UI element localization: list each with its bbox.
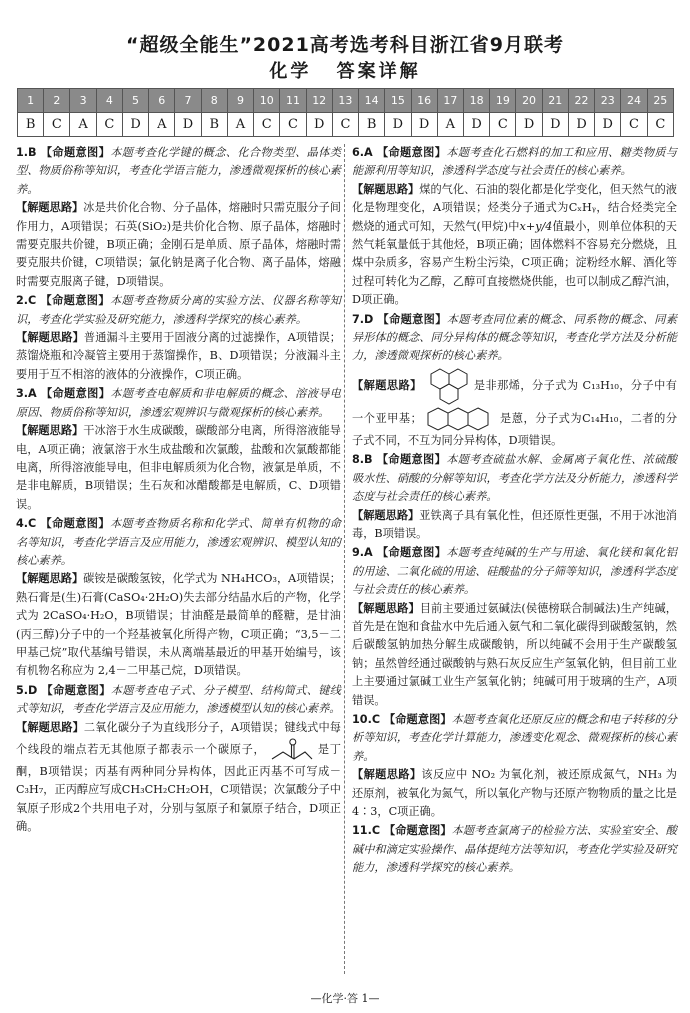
- q2-intent: 本题考查物质分离的实验方法、仪器名称等知识，考查化学实验及研究能力，渗透科学探究的核心素养。: [16, 294, 341, 326]
- answer-value-cell: C: [490, 113, 516, 137]
- q6-thought-a: 煤的气化、石油的裂化都是化学变化，但天然气的液化是物理变化，A项错误；烃类分子通式为CₓHᵧ，结合烃类完全燃烧的通式可知，天然气(甲烷)中: [352, 182, 677, 233]
- question-8: [352, 451, 677, 543]
- answer-value-cell: B: [18, 113, 44, 137]
- q1-intent: 本题考查化学键的概念、化合物类型、晶体类型、物质俗称等知识，考查化学语言能力，渗透微观探析的核心素养。: [16, 146, 341, 196]
- q4-thought: 碳铵是碳酸氢铵，化学式为 NH₄HCO₃，A项错误；熟石膏是(生)石膏(CaSO₄·2H₂O)失去部分结晶水后的产物，化学式为 2CaSO₄·H₂O，B项错误；甘油醛是最简单的醛糖，是甘油(丙三醇)分子中的一个羟基被氧化所得产物，C项正确；“3,5－二甲基己烷”取代基编号错误，未从离端基最近的甲基开始编号，该有机物名称应为 2,4－二甲基己烷，D项错误。: [16, 572, 341, 678]
- page-footer: —化学·答 1—: [310, 992, 380, 1005]
- q10-thought-label: 【解题思路】: [352, 768, 422, 782]
- q7-intent: 本题考查同位素的概念、同系物的概念、同素异形体的概念、同分异构体的概念等知识，考查化学方法及分析能力，渗透微观探析的核心素养。: [352, 312, 677, 363]
- q9-head: 9.A 【命题意图】: [352, 546, 447, 560]
- doc-label: 答案详解: [336, 61, 421, 82]
- question-11: [352, 822, 677, 877]
- answer-number-cell: 18: [463, 89, 489, 113]
- butanone-structure-icon: [270, 737, 314, 763]
- right-column: [352, 144, 677, 879]
- q3-thought: 干冰溶于水生成碳酸，碳酸部分电离，所得溶液能导电，A项正确；液氯溶于水生成盐酸和次氯酸，盐酸和次氯酸都能电离，所得溶液能导电，但非电解质须为化合物，液氯是单质，不是非电解质，B项错误；生石灰和冰醋酸都是电解质，C、D项错误。: [16, 424, 341, 511]
- left-column: [16, 144, 341, 838]
- answer-number-cell: 3: [70, 89, 96, 113]
- answer-number-cell: 19: [490, 89, 516, 113]
- answer-number-cell: 13: [332, 89, 358, 113]
- answer-number-cell: 14: [359, 89, 385, 113]
- answer-number-cell: 9: [227, 89, 253, 113]
- answer-value-cell: D: [306, 113, 332, 137]
- answer-number-cell: 5: [122, 89, 148, 113]
- q7-thought-label: 【解题思路】: [352, 378, 422, 392]
- question-1: [16, 144, 341, 291]
- question-3: [16, 385, 341, 514]
- answer-value-cell: D: [175, 113, 201, 137]
- q5-intent: 本题考查电子式、分子模型、结构简式、键线式等知识，考查化学语言及应用能力，渗透模型认知的核心素养。: [16, 683, 341, 716]
- q7-head: 7.D 【命题意图】: [352, 312, 447, 326]
- answer-value-cell: B: [201, 113, 227, 137]
- answer-value-cell: D: [516, 113, 542, 137]
- answer-number-row: [18, 89, 674, 113]
- q4-intent: 本题考查物质名称和化学式、简单有机物的命名等知识，考查化学语言及应用能力，渗透宏观辨识、模型认知的核心素养。: [16, 517, 341, 567]
- answer-number-cell: 6: [149, 89, 175, 113]
- q1-thought-label: 【解题思路】: [16, 201, 84, 215]
- answer-value-cell: A: [149, 113, 175, 137]
- answer-value-cell: D: [463, 113, 489, 137]
- q2-head: 2.C 【命题意图】: [16, 294, 110, 308]
- q3-thought-label: 【解题思路】: [16, 424, 84, 438]
- answer-number-cell: 20: [516, 89, 542, 113]
- question-2: [16, 292, 341, 384]
- page-subtitle: [0, 57, 690, 83]
- q8-head: 8.B 【命题意图】: [352, 453, 447, 467]
- q6-head: 6.A 【命题意图】: [352, 146, 447, 159]
- question-4: [16, 515, 341, 681]
- answer-value-cell: D: [568, 113, 594, 137]
- answer-number-cell: 21: [542, 89, 568, 113]
- q4-thought-label: 【解题思路】: [16, 572, 84, 586]
- q3-intent: 本题考查电解质和非电解质的概念、溶液导电原因、物质俗称等知识，渗透宏观辨识与微观探析的核心素养。: [16, 387, 341, 419]
- q1-thought: 冰是共价化合物、分子晶体，熔融时只需克服分子间作用力，A项错误；石英(SiO₂)是共价化合物、原子晶体，熔融时需要克服共价键，B项正确；金刚石是单质、原子晶体，熔融时需要克服共价键，C项错误；氯化钠是离子化合物、离子晶体，熔融时需要克服离子键，D项错误。: [16, 201, 341, 288]
- q8-intent: 本题考查硫盐水解、金属离子氧化性、浓硫酸吸水性、硝酸的分解等知识，考查化学方法及分析能力，渗透科学态度与社会责任的核心素养。: [352, 453, 677, 504]
- question-6: [352, 144, 677, 310]
- q8-thought-label: 【解题思路】: [352, 508, 420, 522]
- answer-value-cell: C: [647, 113, 673, 137]
- answer-number-cell: 10: [254, 89, 280, 113]
- answer-value-row: [18, 113, 674, 137]
- answer-number-cell: 12: [306, 89, 332, 113]
- answer-value-cell: C: [621, 113, 647, 137]
- q6-thought-b: 值最小，则单位体积的天然气耗氧量低于其他烃，B项正确；固体燃料不容易充分燃烧，且煤中杂质多，容易产生粉尘污染，C项正确；淀粉经水解、酒化等过程可转化为乙醇，乙醇可直接燃烧供能，也可以制成乙醇汽油，D项正确。: [352, 219, 677, 307]
- q11-head: 11.C 【命题意图】: [352, 824, 452, 838]
- answer-number-cell: 7: [175, 89, 201, 113]
- answer-number-cell: 11: [280, 89, 306, 113]
- answer-number-cell: 15: [385, 89, 411, 113]
- q9-intent: 本题考查纯碱的生产与用途、氧化镁和氧化铝的用途、二氧化硫的用途、硅酸盐的分子筛等知识，渗透科学态度与社会责任的核心素养。: [352, 546, 677, 597]
- answer-value-cell: A: [437, 113, 463, 137]
- answer-value-cell: C: [96, 113, 122, 137]
- answer-number-cell: 25: [647, 89, 673, 113]
- q10-intent: 本题考查氧化还原反应的概念和电子转移的分析等知识，考查化学计算能力，渗透变化观念、微观探析的核心素养。: [352, 712, 677, 763]
- q7-thought-b: 是蒽，分子式为C₁₄H₁₀，二者的分子式不同，不互为同分异构体，D项错误。: [352, 411, 678, 447]
- answer-value-cell: C: [280, 113, 306, 137]
- q5-head: 5.D 【命题意图】: [16, 683, 111, 697]
- q4-head: 4.C 【命题意图】: [16, 517, 110, 531]
- q5-thought-a: 二氧化碳分子为直线形分子，A项错误；键线式中每个线段的端点若无其他原子都表示一个碳原子，: [16, 720, 341, 756]
- answer-value-cell: B: [359, 113, 385, 137]
- answer-value-cell: D: [385, 113, 411, 137]
- answer-number-cell: 4: [96, 89, 122, 113]
- q6-thought-label: 【解题思路】: [352, 182, 420, 196]
- answer-value-cell: D: [122, 113, 148, 137]
- answer-value-cell: D: [595, 113, 621, 137]
- subject-label: 化学: [269, 61, 312, 82]
- answer-number-cell: 17: [437, 89, 463, 113]
- phenalene-structure-icon: [426, 366, 470, 406]
- answer-value-cell: D: [542, 113, 568, 137]
- q9-thought: 目前主要通过氨碱法(侯德榜联合制碱法)生产纯碱，首先是在饱和食盐水中先后通入氨气和二氧化碳得到碳酸氢钠，然后碳酸氢钠加热分解生成碳酸钠，所以纯碱不会用于生产碳酸氢钠；虽然曾经通过碳酸钠与熟石灰反应生产氢氧化钠，但目前工业上主要通过氯碱工业生产氢氧化钠；纯碱可用于玻璃的生产，A项错误。: [352, 601, 677, 707]
- question-7: [352, 311, 677, 451]
- q7-thought-a: 是非那烯，分子式为 C₁₃H₁₀，分子中有一个亚甲基；: [352, 378, 677, 425]
- answer-value-cell: C: [332, 113, 358, 137]
- answer-number-cell: 1: [18, 89, 44, 113]
- answer-number-cell: 23: [595, 89, 621, 113]
- answer-number-cell: 2: [44, 89, 70, 113]
- q5-thought-b: 是丁酮，B项错误；丙基有两种同分异构体，因此正丙基不可写成－C₃H₇，正丙醇应写成CH₃CH₂CH₂OH，C项错误；次氯酸分子中氧原子形成2个共用电子对，分别与氢原子和氯原子结合，D项正确。: [16, 743, 341, 834]
- q9-thought-label: 【解题思路】: [352, 601, 420, 615]
- answer-value-cell: A: [227, 113, 253, 137]
- answer-value-cell: C: [254, 113, 280, 137]
- q3-head: 3.A 【命题意图】: [16, 387, 111, 401]
- q6-formula: x+y/4: [519, 219, 553, 233]
- q11-intent: 本题考查氯离子的检验方法、实验室安全、酸碱中和滴定实验操作、晶体提纯方法等知识，考查化学实验及研究能力，渗透科学探究的核心素养。: [352, 824, 677, 875]
- question-10: [352, 711, 677, 821]
- q2-thought-label: 【解题思路】: [16, 331, 84, 345]
- page-title: “超级全能生”2021高考选考科目浙江省9月联考: [125, 34, 565, 56]
- answer-number-cell: 8: [201, 89, 227, 113]
- answer-number-cell: 24: [621, 89, 647, 113]
- anthracene-structure-icon: [426, 406, 496, 432]
- q2-thought: 普通漏斗主要用于固液分离的过滤操作，A项错误；蒸馏烧瓶和冷凝管主要用于蒸馏操作，B、D项错误；分液漏斗主要用于互不相溶的液体的分液操作，C项正确。: [16, 331, 341, 381]
- answer-value-cell: D: [411, 113, 437, 137]
- q6-intent: 本题考查化石燃料的加工和应用、糖类物质与能源利用等知识，渗透科学态度与社会责任的核心素养。: [352, 146, 677, 178]
- question-9: [352, 544, 677, 710]
- answer-table: [17, 88, 674, 137]
- answer-number-cell: 16: [411, 89, 437, 113]
- q5-thought-label: 【解题思路】: [16, 720, 84, 734]
- answer-number-cell: 22: [568, 89, 594, 113]
- q10-thought: 该反应中 NO₂ 为氧化剂，被还原成氮气，NH₃ 为还原剂，被氧化为氮气，所以氧化产物与还原产物物质的量之比是 4∶3，C项正确。: [352, 768, 677, 818]
- q8-thought: 亚铁离子具有氧化性，但还原性更强，不用于冰池消毒，B项错误。: [352, 508, 677, 540]
- column-divider: [344, 144, 345, 974]
- question-5: [16, 682, 341, 837]
- answer-value-cell: C: [44, 113, 70, 137]
- answer-value-cell: A: [70, 113, 96, 137]
- q10-head: 10.C 【命题意图】: [352, 712, 452, 726]
- q1-head: 1.B 【命题意图】: [16, 146, 111, 159]
